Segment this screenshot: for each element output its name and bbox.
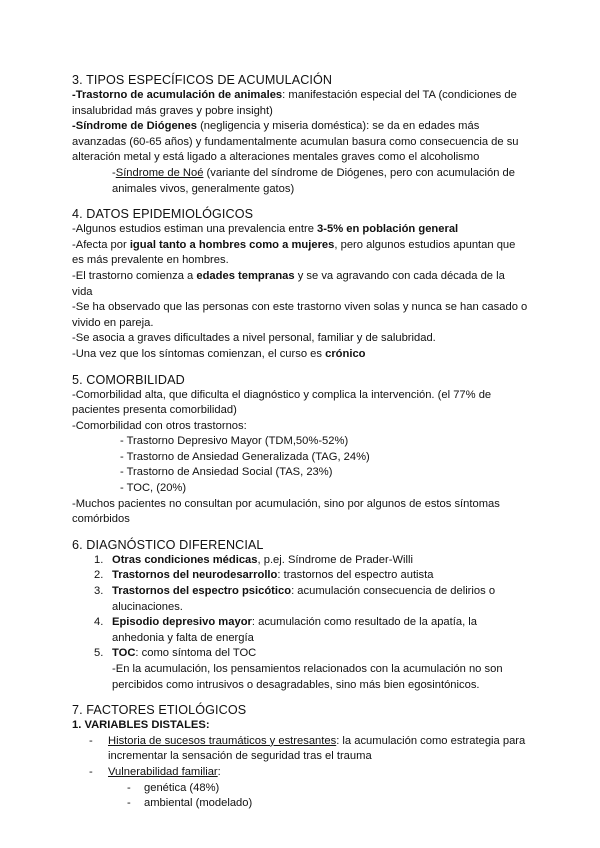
section-datos-epidemiologicos bbox=[72, 206, 528, 362]
list-item: - genética (48%) bbox=[127, 781, 220, 794]
list-item: 4. Episodio depresivo mayor: acumulación como resultado de la apatía, la anhedonia y falta de energía bbox=[94, 616, 478, 644]
paragraph-edad-inicio: -El trastorno comienza a edades tempranas y se va agravando con cada década de la vida bbox=[72, 269, 505, 298]
list-item: - ambiental (modelado) bbox=[127, 797, 253, 810]
list-item: 5. TOC: como síntoma del TOC bbox=[94, 647, 257, 660]
section-comorbilidad bbox=[72, 372, 528, 528]
paragraph-prevalencia: -Algunos estudios estiman una prevalencia entre 3-5% en población general bbox=[72, 223, 459, 236]
section-heading: 5. COMORBILIDAD bbox=[72, 372, 185, 387]
section-heading: 3. TIPOS ESPECÍFICOS DE ACUMULACIÓN bbox=[72, 73, 333, 87]
paragraph-curso-cronico: -Una vez que los síntomas comienzan, el curso es crónico bbox=[72, 347, 366, 360]
paragraph-sindrome-diogenes: -Síndrome de Diógenes (negligencia y miseria doméstica): se da en edades más avanzadas (60-65 años) y fundamentalmente acumulan basura como consecuencia de su alteración metal y está ligado a alteraciones mentales graves como el alcoholismo bbox=[72, 120, 519, 164]
term-bold: Trastorno de acumulación de animales bbox=[75, 89, 283, 101]
list-item: 3. Trastornos del espectro psicótico: acumulación consecuencia de delirios o alucinaciones. bbox=[94, 585, 496, 613]
paragraph-acumulacion-animales: -Trastorno de acumulación de animales: manifestación especial del TA (condiciones de insalubridad más graves y pobre insight) bbox=[72, 89, 517, 117]
list-item: - Trastorno de Ansiedad Social (TAS, 23%) bbox=[120, 466, 333, 479]
list-item: - Vulnerabilidad familiar: bbox=[89, 765, 221, 778]
dash-list bbox=[72, 734, 528, 781]
section-diagnostico-diferencial bbox=[72, 537, 528, 693]
list-item: - Trastorno Depresivo Mayor (TDM,50%-52%) bbox=[120, 435, 349, 448]
term-bold: Síndrome de Diógenes bbox=[75, 120, 197, 133]
subsection-heading: 1. VARIABLES DISTALES: bbox=[72, 719, 210, 732]
list-item: - Historia de sucesos traumáticos y estresantes: la acumulación como estrategia para incrementar la sensación de seguridad tras el trauma bbox=[89, 734, 526, 763]
term-underlined: Síndrome de Noé bbox=[115, 166, 204, 179]
section-heading: 4. DATOS EPIDEMIOLÓGICOS bbox=[72, 207, 254, 222]
paragraph-otros-trastornos: -Comorbilidad con otros trastornos: bbox=[72, 419, 247, 432]
document-content bbox=[72, 72, 528, 812]
paragraph-no-consultan: -Muchos pacientes no consultan por acumulación, sino por algunos de estos síntomas comórbidos bbox=[72, 497, 500, 526]
section-heading: 7. FACTORES ETIOLÓGICOS bbox=[72, 703, 247, 718]
paragraph-sindrome-noe: -Síndrome de Noé (variante del síndrome de Diógenes, pero con acumulación de animales vivos, generalmente gatos) bbox=[112, 166, 515, 195]
paragraph-viven-solas: -Se ha observado que las personas con este trastorno viven solas y nunca se han casado o vivido en pareja. bbox=[72, 301, 528, 329]
list-item: - Trastorno de Ansiedad Generalizada (TAG, 24%) bbox=[120, 450, 370, 463]
paragraph-dificultades: -Se asocia a graves dificultades a nivel personal, familiar y de salubridad. bbox=[72, 332, 436, 345]
list-item: 1. Otras condiciones médicas, p.ej. Síndrome de Prader-Willi bbox=[94, 553, 413, 566]
section-tipos-especificos bbox=[72, 72, 528, 197]
numbered-list bbox=[72, 553, 528, 662]
paragraph-sexo: -Afecta por igual tanto a hombres como a mujeres, pero algunos estudios apuntan que es más prevalente en hombres. bbox=[72, 238, 516, 267]
paragraph-comorbilidad-alta: -Comorbilidad alta, que dificulta el diagnóstico y complica la intervención. (el 77% de pacientes presenta comorbilidad) bbox=[72, 388, 492, 417]
section-factores-etiologicos bbox=[72, 702, 528, 812]
list-item: 2. Trastornos del neurodesarrollo: trastornos del espectro autista bbox=[94, 569, 434, 582]
paragraph-egosintonicos: -En la acumulación, los pensamientos relacionados con la acumulación no son percibidos como intrusivos o desagradables, sino más bien egosintónicos. bbox=[112, 663, 503, 691]
list-item: - TOC, (20%) bbox=[120, 482, 187, 495]
dash-sublist bbox=[72, 781, 528, 812]
section-heading: 6. DIAGNÓSTICO DIFERENCIAL bbox=[72, 537, 264, 552]
